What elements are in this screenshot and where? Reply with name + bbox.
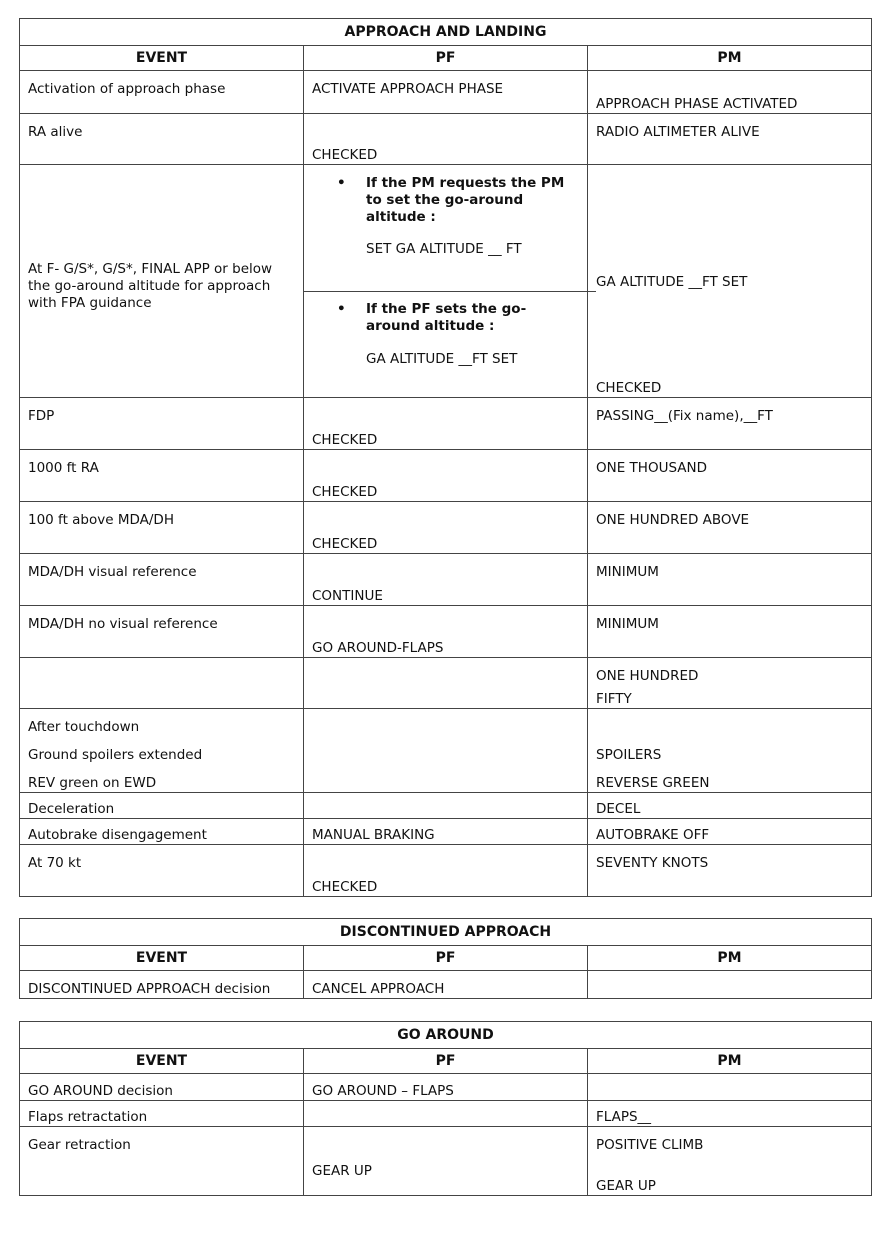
event-text: At F- G/S*, G/S*, FINAL APP or below the go-around altitude for approach with FPA guidance bbox=[28, 261, 273, 311]
event-cell bbox=[20, 1127, 304, 1196]
pm-text: GEAR UP bbox=[596, 1178, 656, 1194]
go-around-table bbox=[19, 1021, 872, 1196]
event-text: DISCONTINUED APPROACH decision bbox=[28, 981, 271, 997]
pf-cell bbox=[304, 71, 588, 114]
pm-text: MINIMUM bbox=[596, 564, 659, 580]
table-row bbox=[20, 554, 872, 606]
pm-cell bbox=[588, 1101, 872, 1127]
column-header-row bbox=[20, 946, 872, 971]
pf-cell bbox=[304, 971, 588, 999]
pf-cell bbox=[304, 1074, 588, 1101]
event-cell bbox=[20, 450, 304, 502]
column-header-pf: PF bbox=[304, 46, 588, 71]
pm-cell bbox=[588, 71, 872, 114]
pf-text: CHECKED bbox=[312, 536, 378, 552]
pf-condition-a: If the PM requests the PM to set the go-around altitude : bbox=[366, 175, 565, 225]
table-title-row bbox=[20, 919, 872, 946]
approach-landing-table bbox=[19, 18, 872, 897]
pf-cell bbox=[304, 1101, 588, 1127]
event-text: Ground spoilers extended bbox=[28, 747, 203, 763]
column-header-event: EVENT bbox=[20, 1049, 304, 1074]
pf-text: CHECKED bbox=[312, 432, 378, 448]
event-text: 1000 ft RA bbox=[28, 460, 99, 476]
pf-text: CHECKED bbox=[312, 879, 378, 895]
pm-text: ONE HUNDRED bbox=[596, 668, 699, 684]
table-title: APPROACH AND LANDING bbox=[20, 19, 872, 46]
event-cell bbox=[20, 793, 304, 819]
table-row bbox=[20, 450, 872, 502]
pm-text: ONE THOUSAND bbox=[596, 460, 707, 476]
pm-text: REVERSE GREEN bbox=[596, 775, 710, 791]
event-cell bbox=[20, 1101, 304, 1127]
pf-text: GO AROUND – FLAPS bbox=[312, 1083, 454, 1099]
row-divider bbox=[304, 291, 596, 292]
event-text: RA alive bbox=[28, 124, 83, 140]
column-header-pm: PM bbox=[588, 946, 872, 971]
pm-text: AUTOBRAKE OFF bbox=[596, 827, 710, 843]
event-cell bbox=[20, 165, 304, 398]
pm-cell bbox=[588, 1127, 872, 1196]
table-row bbox=[20, 658, 872, 709]
table-row bbox=[20, 114, 872, 165]
pm-cell bbox=[588, 502, 872, 554]
table-row bbox=[20, 1074, 872, 1101]
pf-cell bbox=[304, 502, 588, 554]
event-text: After touchdown bbox=[28, 719, 140, 735]
table-row bbox=[20, 71, 872, 114]
pf-cell bbox=[304, 450, 588, 502]
pf-text: MANUAL BRAKING bbox=[312, 827, 435, 843]
pf-cell bbox=[304, 709, 588, 793]
column-header-pm: PM bbox=[588, 1049, 872, 1074]
pf-cell bbox=[304, 793, 588, 819]
pm-cell bbox=[588, 793, 872, 819]
column-header-pm: PM bbox=[588, 46, 872, 71]
event-text: REV green on EWD bbox=[28, 775, 157, 791]
column-header-row bbox=[20, 1049, 872, 1074]
table-title-row bbox=[20, 1022, 872, 1049]
bullet: • bbox=[337, 175, 346, 191]
event-cell bbox=[20, 971, 304, 999]
event-cell bbox=[20, 606, 304, 658]
pf-text: CHECKED bbox=[312, 484, 378, 500]
pf-cell bbox=[304, 114, 588, 165]
column-header-event: EVENT bbox=[20, 46, 304, 71]
pm-cell bbox=[588, 165, 872, 398]
table-row bbox=[20, 845, 872, 897]
pf-cell bbox=[304, 165, 588, 398]
table-row bbox=[20, 819, 872, 845]
pf-text: CANCEL APPROACH bbox=[312, 981, 445, 997]
table-title-row bbox=[20, 19, 872, 46]
event-text: 100 ft above MDA/DH bbox=[28, 512, 174, 528]
bullet: • bbox=[337, 301, 346, 317]
pm-text: FIFTY bbox=[596, 691, 632, 707]
column-header-row bbox=[20, 46, 872, 71]
event-cell bbox=[20, 502, 304, 554]
pf-text: CHECKED bbox=[312, 147, 378, 163]
event-cell bbox=[20, 845, 304, 897]
event-text: MDA/DH no visual reference bbox=[28, 616, 218, 632]
pm-cell bbox=[588, 658, 872, 709]
pm-cell bbox=[588, 114, 872, 165]
table-row bbox=[20, 709, 872, 793]
table-row bbox=[20, 398, 872, 450]
pf-cell bbox=[304, 554, 588, 606]
event-text: FDP bbox=[28, 408, 55, 424]
pf-cell bbox=[304, 1127, 588, 1196]
pf-text: ACTIVATE APPROACH PHASE bbox=[312, 81, 504, 97]
event-text: At 70 kt bbox=[28, 855, 82, 871]
event-text: MDA/DH visual reference bbox=[28, 564, 197, 580]
pm-text: SPOILERS bbox=[596, 747, 662, 763]
pm-cell bbox=[588, 398, 872, 450]
pm-cell bbox=[588, 819, 872, 845]
pf-cell bbox=[304, 658, 588, 709]
pf-text: GEAR UP bbox=[312, 1163, 372, 1179]
table-row bbox=[20, 1127, 872, 1196]
event-cell bbox=[20, 71, 304, 114]
event-text: GO AROUND decision bbox=[28, 1083, 173, 1099]
pf-cell bbox=[304, 606, 588, 658]
pm-cell bbox=[588, 971, 872, 999]
event-cell bbox=[20, 819, 304, 845]
event-cell bbox=[20, 709, 304, 793]
table-row bbox=[20, 1101, 872, 1127]
event-cell bbox=[20, 1074, 304, 1101]
pf-text: CONTINUE bbox=[312, 588, 383, 604]
column-header-pf: PF bbox=[304, 1049, 588, 1074]
pm-text: APPROACH PHASE ACTIVATED bbox=[596, 96, 798, 112]
event-text: Flaps retractation bbox=[28, 1109, 148, 1125]
event-text: Gear retraction bbox=[28, 1137, 131, 1153]
pm-cell bbox=[588, 606, 872, 658]
pm-cell bbox=[588, 709, 872, 793]
pm-cell bbox=[588, 450, 872, 502]
pf-cell bbox=[304, 398, 588, 450]
event-cell bbox=[20, 554, 304, 606]
table-row bbox=[20, 971, 872, 999]
table-title: DISCONTINUED APPROACH bbox=[20, 919, 872, 946]
pm-cell bbox=[588, 554, 872, 606]
table-row bbox=[20, 606, 872, 658]
event-cell bbox=[20, 398, 304, 450]
pf-condition-b: If the PF sets the go-around altitude : bbox=[366, 301, 527, 334]
pm-text: PASSING__(Fix name),__FT bbox=[596, 408, 773, 424]
event-text: Activation of approach phase bbox=[28, 81, 226, 97]
event-cell bbox=[20, 114, 304, 165]
event-text: Autobrake disengagement bbox=[28, 827, 207, 843]
table-row bbox=[20, 502, 872, 554]
pm-text-a: GA ALTITUDE __FT SET bbox=[596, 274, 748, 290]
pm-text: SEVENTY KNOTS bbox=[596, 855, 709, 871]
table-row bbox=[20, 793, 872, 819]
pf-cell bbox=[304, 819, 588, 845]
pm-text: MINIMUM bbox=[596, 616, 659, 632]
pf-cell bbox=[304, 845, 588, 897]
column-header-pf: PF bbox=[304, 946, 588, 971]
table-title: GO AROUND bbox=[20, 1022, 872, 1049]
pm-text: ONE HUNDRED ABOVE bbox=[596, 512, 750, 528]
pm-cell bbox=[588, 845, 872, 897]
column-header-event: EVENT bbox=[20, 946, 304, 971]
pm-cell bbox=[588, 1074, 872, 1101]
pm-text: FLAPS__ bbox=[596, 1109, 652, 1125]
pm-text-b: CHECKED bbox=[596, 380, 662, 396]
table-row bbox=[20, 165, 872, 398]
pf-command-b: GA ALTITUDE __FT SET bbox=[366, 351, 518, 367]
discontinued-approach-table bbox=[19, 918, 872, 999]
pm-text: RADIO ALTIMETER ALIVE bbox=[596, 124, 760, 140]
pf-command-a: SET GA ALTITUDE __ FT bbox=[366, 241, 522, 257]
pf-text: GO AROUND-FLAPS bbox=[312, 640, 444, 656]
event-text: Deceleration bbox=[28, 801, 115, 817]
pm-text: POSITIVE CLIMB bbox=[596, 1137, 704, 1153]
event-cell bbox=[20, 658, 304, 709]
pm-text: DECEL bbox=[596, 801, 641, 817]
